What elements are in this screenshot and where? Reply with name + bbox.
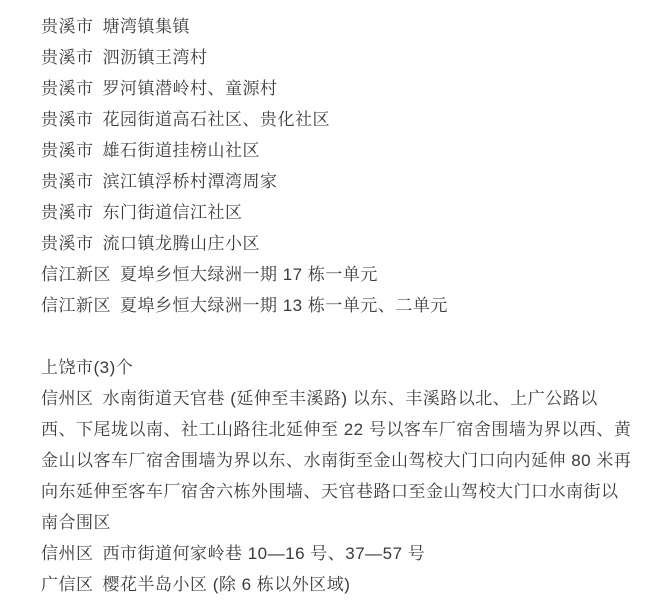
list-item — [41, 569, 632, 600]
area-text: 泗沥镇王湾村 — [102, 48, 208, 67]
district-label: 贵溪市 — [41, 172, 94, 191]
shangrao-zone-list — [41, 352, 632, 600]
district-label: 广信区 — [41, 575, 94, 594]
district-label: 贵溪市 — [41, 203, 94, 222]
area-text: 西市街道何家岭巷 10—16 号、37—57 号 — [102, 544, 426, 563]
area-text: 雄石街道挂榜山社区 — [102, 141, 260, 160]
district-label: 贵溪市 — [41, 141, 94, 160]
list-item — [41, 166, 632, 197]
area-text: 水南街道天官巷 (延伸至丰溪路) 以东、丰溪路以北、上广公路以西、下尾垅以南、社工山路往北延伸至 22 号以客车厂宿舍围墙为界以西、黄金山以客车厂宿舍围墙为界以东、水南街至金山驾校大门口向内延伸 80 米再向东延伸至客车厂宿舍六栋外围墙、天官巷路口至金山驾校大门口水南街以南合围区 — [41, 389, 632, 532]
district-label: 贵溪市 — [41, 110, 94, 129]
list-item — [41, 383, 632, 538]
city-section-header: 上饶市(3)个 — [41, 358, 134, 377]
area-text: 花园街道高石社区、贵化社区 — [102, 110, 330, 129]
list-item — [41, 42, 632, 73]
area-text: 滨江镇浮桥村潭湾周家 — [102, 172, 278, 191]
list-item — [41, 104, 632, 135]
guixi-zone-list — [41, 11, 632, 321]
area-text: 夏埠乡恒大绿洲一期 17 栋一单元 — [120, 265, 378, 284]
district-label: 信州区 — [41, 389, 94, 408]
area-text: 塘湾镇集镇 — [102, 17, 190, 36]
area-text: 罗河镇潜岭村、童源村 — [102, 79, 278, 98]
district-label: 贵溪市 — [41, 17, 94, 36]
district-label: 贵溪市 — [41, 48, 94, 67]
list-item — [41, 135, 632, 166]
list-item — [41, 538, 632, 569]
district-label: 信江新区 — [41, 296, 111, 315]
list-item — [41, 11, 632, 42]
list-item — [41, 259, 632, 290]
district-label: 贵溪市 — [41, 234, 94, 253]
area-text: 樱花半岛小区 (除 6 栋以外区域) — [102, 575, 351, 594]
list-item — [41, 290, 632, 321]
area-text: 流口镇龙腾山庄小区 — [102, 234, 260, 253]
district-label: 信江新区 — [41, 265, 111, 284]
area-text: 东门街道信江社区 — [102, 203, 243, 222]
district-label: 贵溪市 — [41, 79, 94, 98]
list-item — [41, 73, 632, 104]
list-item — [41, 228, 632, 259]
area-text: 夏埠乡恒大绿洲一期 13 栋一单元、二单元 — [120, 296, 448, 315]
district-label: 信州区 — [41, 544, 94, 563]
list-item — [41, 197, 632, 228]
